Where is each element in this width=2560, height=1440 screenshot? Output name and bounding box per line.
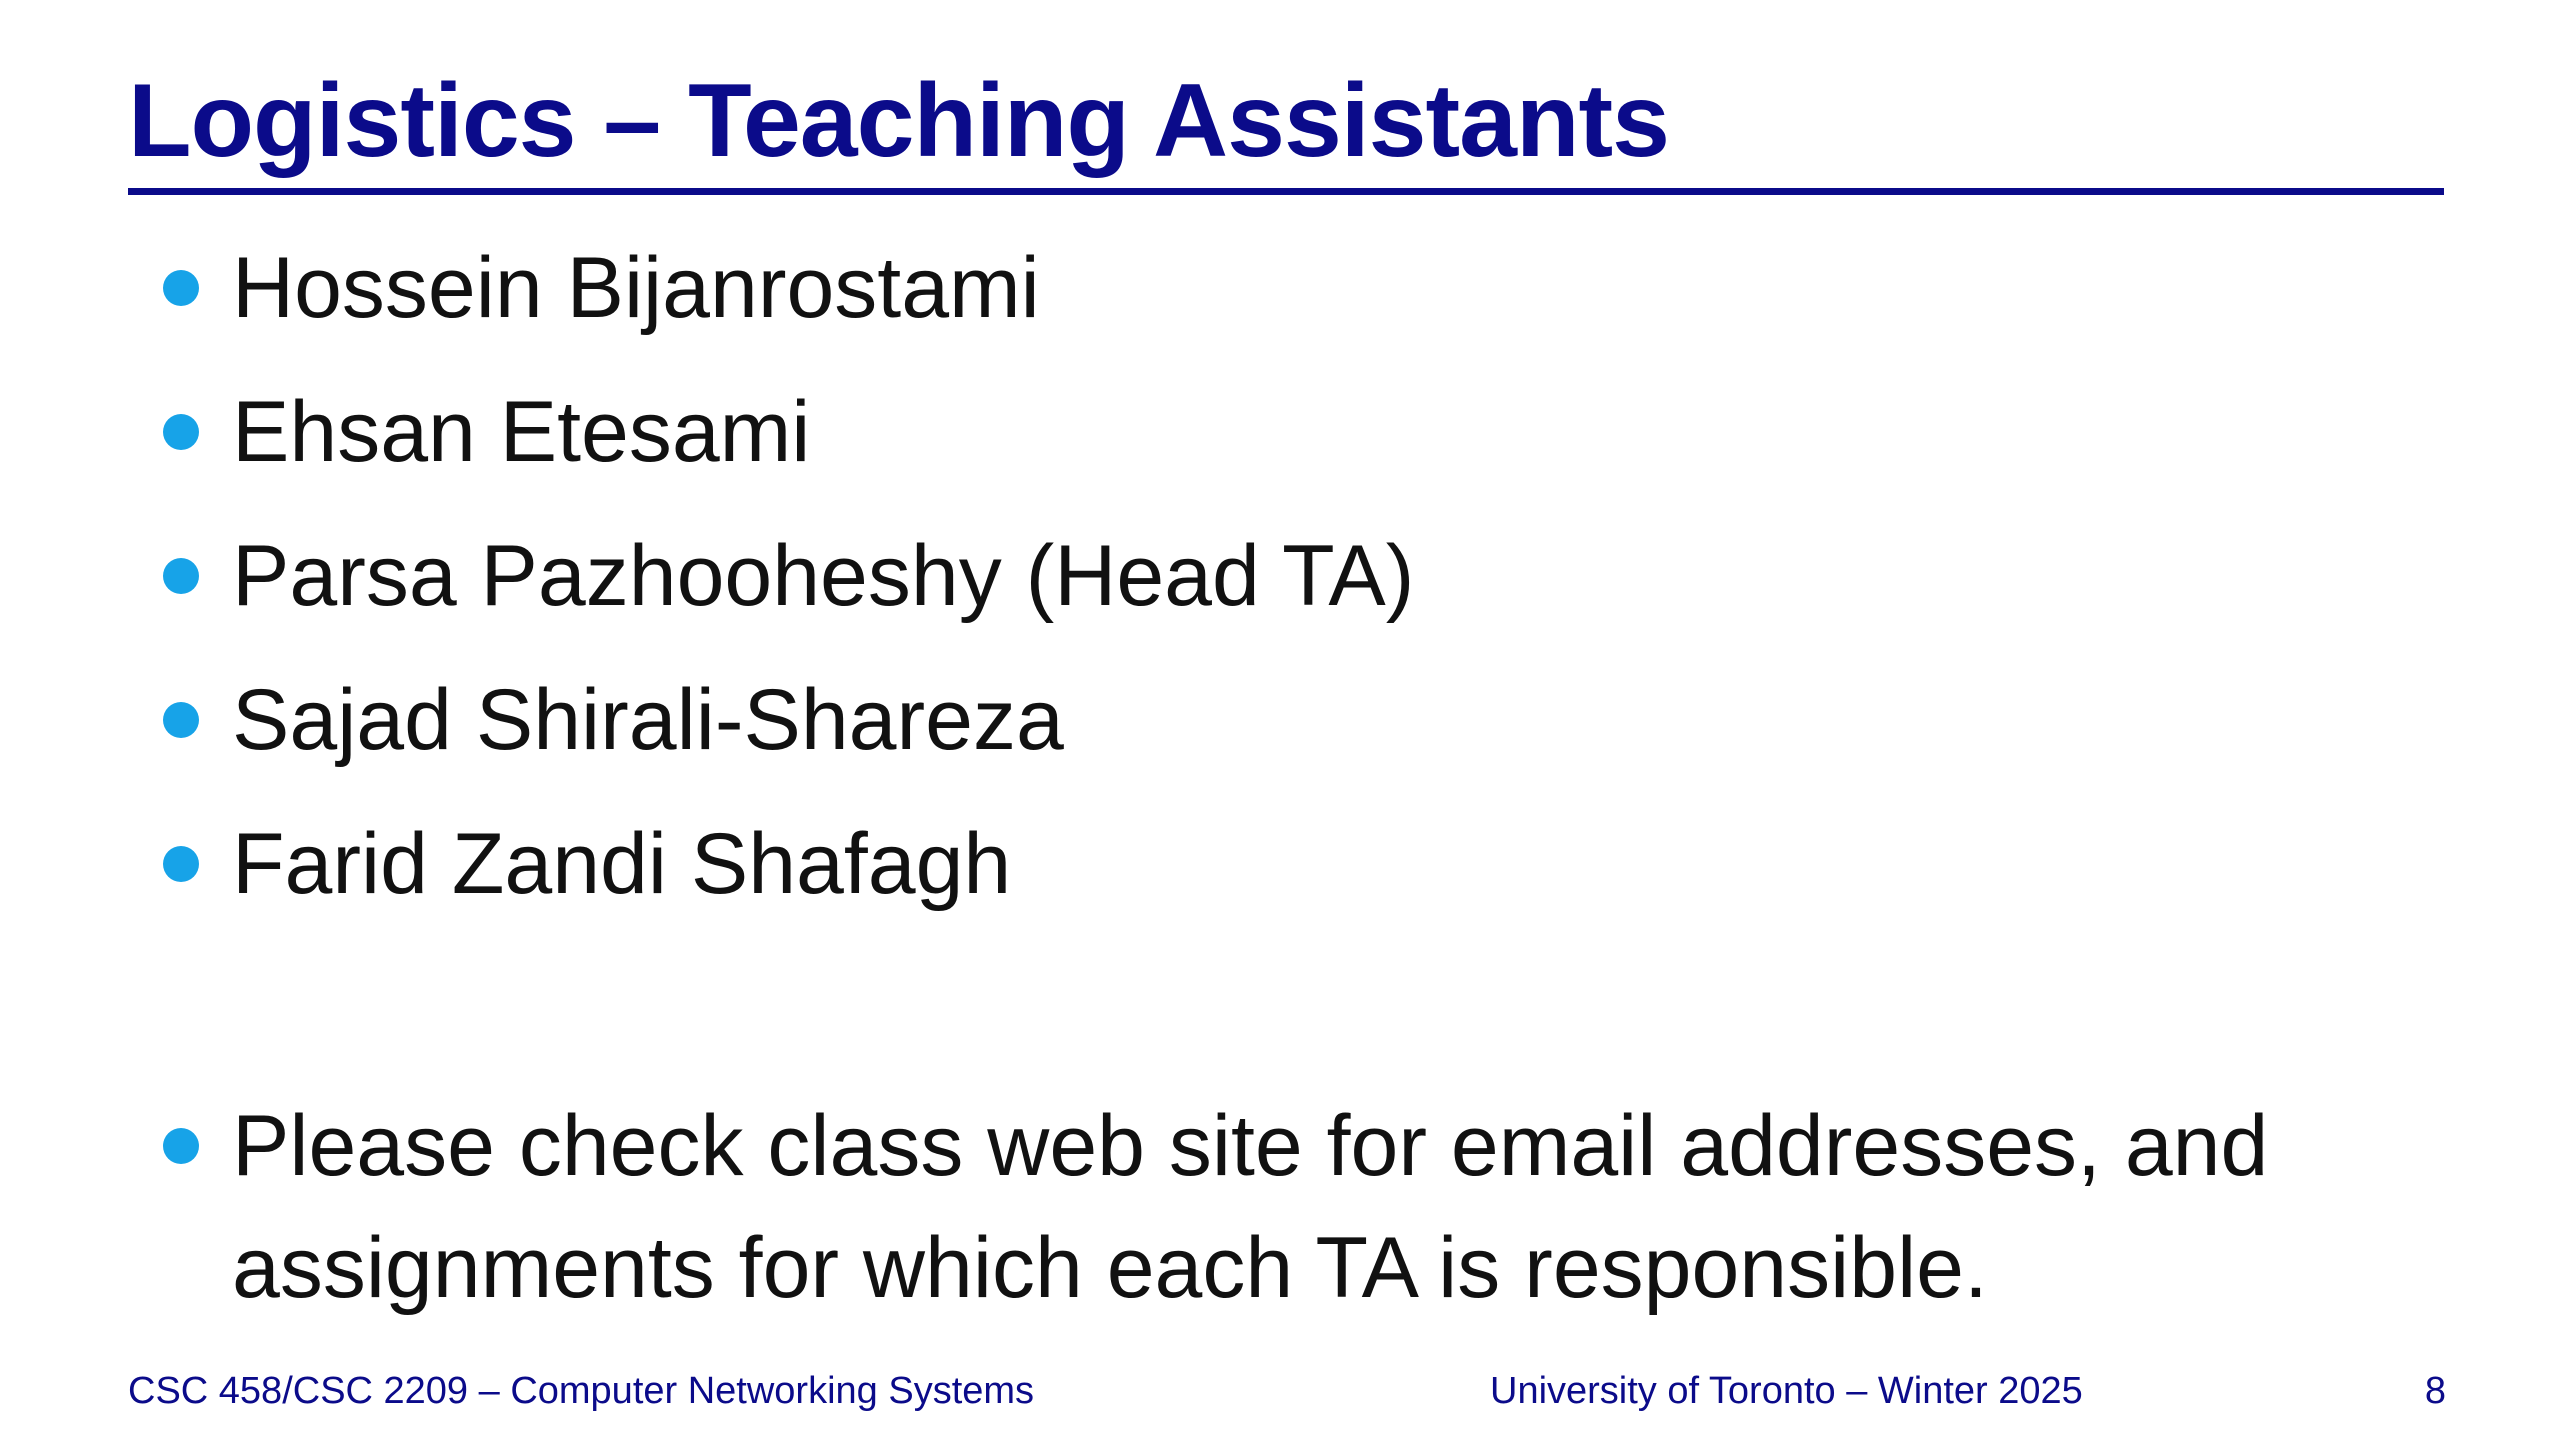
ta-name: Parsa Pazhooheshy (Head TA) <box>232 528 1415 624</box>
ta-name: Farid Zandi Shafagh <box>232 816 1012 912</box>
bullet-dot-icon <box>163 558 199 594</box>
bullet-dot-icon <box>163 702 199 738</box>
page-number: 8 <box>2424 1370 2446 1412</box>
bullet-dot-icon <box>163 846 199 882</box>
ta-name: Sajad Shirali-Shareza <box>232 672 1064 768</box>
bullet-dot-icon <box>163 270 199 306</box>
bullet-dot-icon <box>163 414 199 450</box>
ta-name: Ehsan Etesami <box>232 384 811 480</box>
title-underline <box>128 188 2444 195</box>
bullet-dot-icon <box>163 1128 199 1164</box>
footer-institution: University of Toronto – Winter 2025 <box>1490 1370 2083 1412</box>
slide-title: Logistics – Teaching Assistants <box>128 63 1669 179</box>
info-note-text: Please check class web site for email addresses, and assignments for which each TA is responsible. <box>232 1098 2269 1316</box>
footer-course: CSC 458/CSC 2209 – Computer Networking Systems <box>128 1370 1035 1412</box>
ta-name: Hossein Bijanrostami <box>232 240 1040 336</box>
